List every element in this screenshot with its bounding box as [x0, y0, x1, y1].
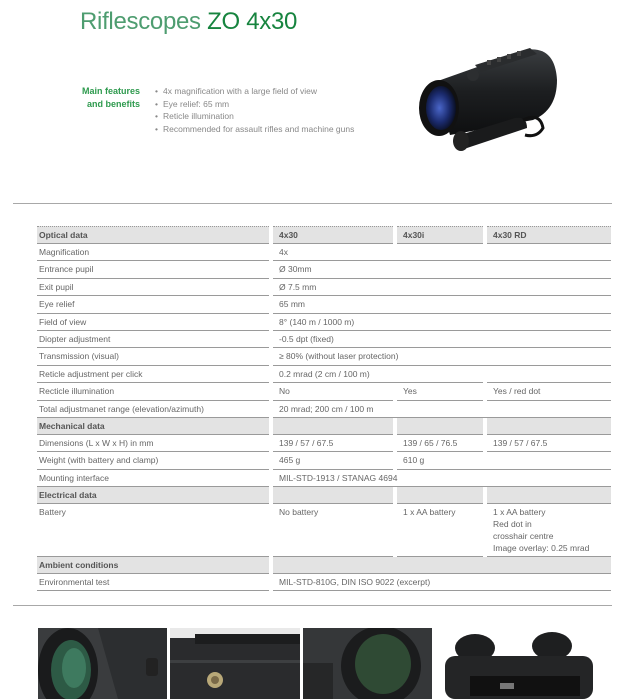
header-cell: [273, 557, 611, 574]
table-row: [37, 261, 611, 278]
top-divider: [13, 203, 612, 204]
row-label: Dimensions (L x W x H) in mm: [37, 435, 269, 452]
page-title: [80, 8, 297, 36]
row-label: Weight (with battery and clamp): [37, 452, 269, 469]
row-value-4x30: 465 g: [273, 452, 393, 469]
eyepiece-thumbnail: [303, 628, 432, 699]
section-title: Optical data: [37, 226, 269, 244]
feature-item: • 4x magnification with a large field of view: [155, 85, 354, 98]
title-prefix: Riflescopes: [80, 8, 201, 35]
spec-table: [33, 226, 615, 591]
row-value-4x30rd: 139 / 57 / 67.5: [487, 435, 611, 452]
row-value: 20 mrad; 200 cm / 100 m: [273, 401, 611, 418]
section-header-mechanical: [37, 418, 611, 435]
header-cell: [487, 418, 611, 435]
battery-line: Image overlay: 0.25 mrad: [493, 543, 590, 554]
table-row: [37, 435, 611, 452]
row-label: Exit pupil: [37, 279, 269, 296]
header-cell: [397, 487, 483, 504]
row-value: 0.2 mrad (2 cm / 100 m): [273, 366, 483, 383]
section-title: Electrical data: [37, 487, 269, 504]
row-label: Battery: [37, 504, 269, 557]
row-label: Eye relief: [37, 296, 269, 313]
objective-lens-thumbnail: [38, 628, 167, 699]
column-header-4x30: 4x30: [273, 226, 393, 244]
row-value: 65 mm: [273, 296, 611, 313]
battery-line: 1 x AA battery: [493, 507, 546, 518]
row-value-4x30i: 1 x AA battery: [397, 504, 483, 557]
row-value: MIL-STD-810G, DIN ISO 9022 (excerpt): [273, 574, 611, 591]
features-list: [155, 85, 354, 135]
row-label: Entrance pupil: [37, 261, 269, 278]
section-header-electrical: [37, 487, 611, 504]
thumbnail-strip: [0, 628, 624, 699]
header-cell: [487, 487, 611, 504]
features-heading: [60, 85, 140, 111]
top-view-thumbnail: [440, 628, 597, 699]
row-value-empty: [487, 366, 611, 383]
battery-line: Red dot in: [493, 519, 532, 530]
row-label: Magnification: [37, 244, 269, 261]
row-label: Diopter adjustment: [37, 331, 269, 348]
table-row: [37, 366, 611, 383]
row-label: Reticle adjustment per click: [37, 366, 269, 383]
title-model: ZO 4x30: [207, 8, 298, 35]
row-value: ≥ 80% (without laser protection): [273, 348, 611, 365]
table-row: [37, 348, 611, 365]
row-value-4x30rd: Yes / red dot: [487, 383, 611, 400]
table-row: [37, 314, 611, 331]
table-row: [37, 401, 611, 418]
header-cell: [273, 487, 393, 504]
row-value-4x30: 139 / 57 / 67.5: [273, 435, 393, 452]
column-header-4x30rd: 4x30 RD: [487, 226, 611, 244]
row-value: 8° (140 m / 1000 m): [273, 314, 611, 331]
table-row: [37, 279, 611, 296]
row-label: Field of view: [37, 314, 269, 331]
header-cell: [397, 418, 483, 435]
section-title: Mechanical data: [37, 418, 269, 435]
table-row: [37, 296, 611, 313]
table-row: [37, 244, 611, 261]
table-row: [37, 470, 611, 487]
row-value-4x30i: Yes: [397, 383, 483, 400]
row-label: Mounting interface: [37, 470, 269, 487]
row-value: Ø 30mm: [273, 261, 611, 278]
row-value: Ø 7.5 mm: [273, 279, 611, 296]
row-value: -0.5 dpt (fixed): [273, 331, 611, 348]
features-heading-line1: Main features: [81, 86, 140, 96]
table-row: [37, 331, 611, 348]
section-title: Ambient conditions: [37, 557, 269, 574]
riflescope-product-image: [405, 40, 565, 160]
feature-item: • Recommended for assault rifles and machine guns: [155, 123, 354, 136]
bottom-divider: [13, 605, 612, 606]
row-value-4x30i: 610 g: [397, 452, 611, 469]
row-value: 4x: [273, 244, 611, 261]
row-value-4x30rd: [487, 504, 611, 557]
row-value: MIL-STD-1913 / STANAG 4694: [273, 470, 611, 487]
row-label: Transmission (visual): [37, 348, 269, 365]
row-label: Environmental test: [37, 574, 269, 591]
rail-adjuster-thumbnail: [170, 628, 300, 699]
table-row: [37, 452, 611, 469]
row-label: Total adjustmanet range (elevation/azimuth): [37, 401, 269, 418]
table-row: [37, 574, 611, 591]
row-value-4x30: No: [273, 383, 393, 400]
column-header-4x30i: 4x30i: [397, 226, 483, 244]
row-value-4x30: No battery: [273, 504, 393, 557]
features-heading-line2: and benefits: [86, 99, 140, 109]
feature-item: • Reticle illumination: [155, 110, 354, 123]
row-label: Recticle illumination: [37, 383, 269, 400]
battery-line: crosshair centre: [493, 531, 554, 542]
table-row: [37, 383, 611, 400]
table-row: [37, 504, 611, 557]
header-cell: [273, 418, 393, 435]
row-value-4x30i: 139 / 65 / 76.5: [397, 435, 483, 452]
feature-item: • Eye relief: 65 mm: [155, 98, 354, 111]
section-header-ambient: [37, 557, 611, 574]
section-header-optical: [37, 226, 611, 244]
